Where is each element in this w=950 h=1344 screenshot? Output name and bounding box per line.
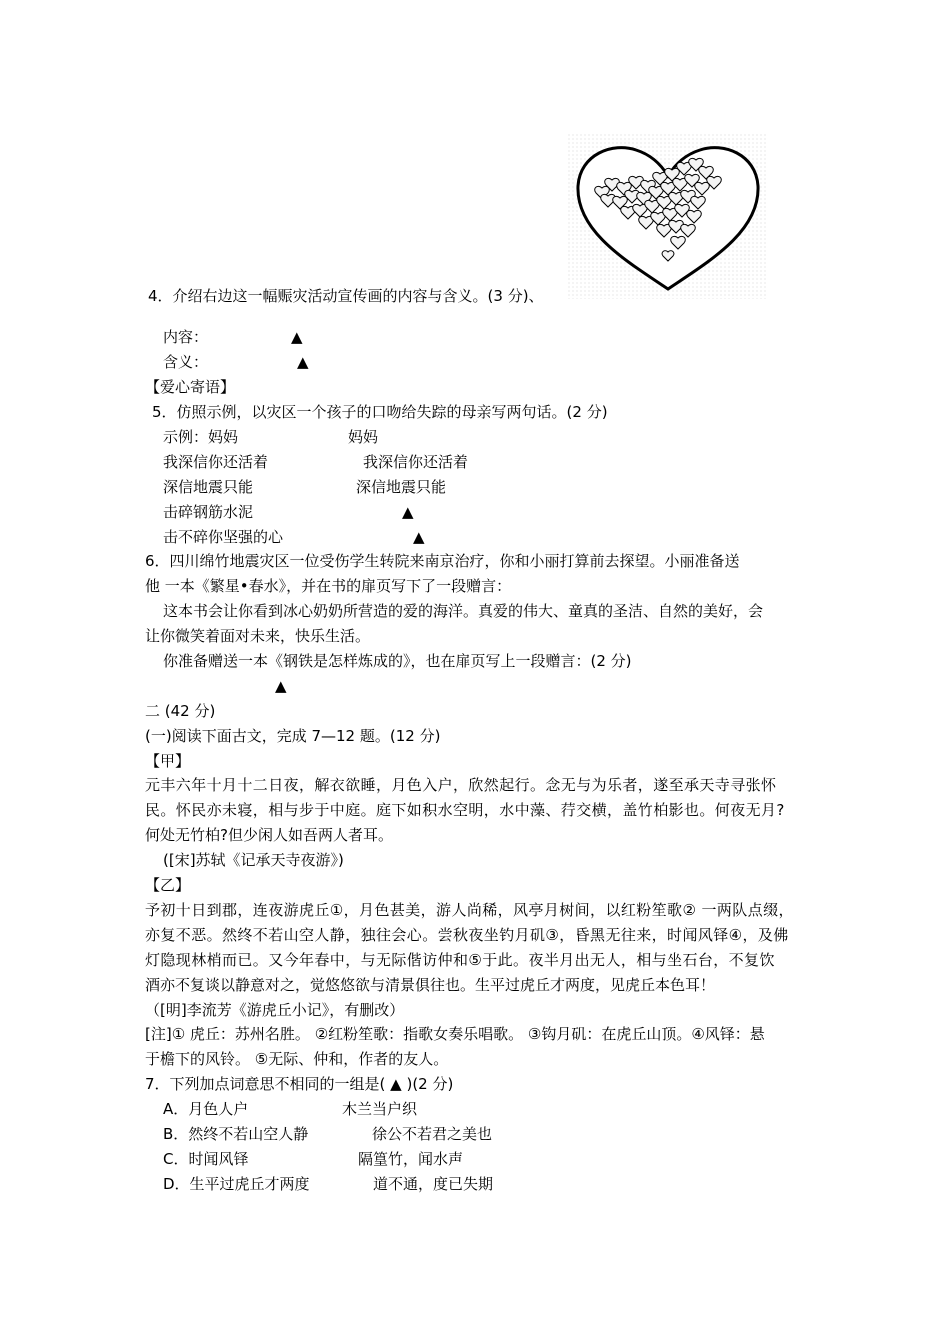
jia-heading: 【甲】 <box>145 752 191 770</box>
q7-option-c-compare: 隔篁竹，闻水声 <box>358 1150 464 1168</box>
q5-example-line: 击碎钢筋水泥 <box>163 503 254 521</box>
q7-option-d-compare: 道不通，度已失期 <box>373 1175 494 1193</box>
q6-quote: 这本书会让你看到冰心奶奶所营造的爱的海洋。真爱的伟大、童真的圣洁、自然的美好，会 <box>163 602 764 620</box>
heart-china-map-icon <box>568 134 768 299</box>
q7-option-a-compare: 木兰当户织 <box>342 1100 418 1118</box>
yi-text-line: 灯隐现林梢而已。又今年春中，与无际偕访仲和⑤于此。夜半月出无人，相与坐石台，不复饮 <box>145 951 775 969</box>
q6-stem: 他 一本《繁星•春水》，并在书的扉页写下了一段赠言： <box>145 577 512 595</box>
yi-text-line: 酒亦不复谈以静意对之，觉悠悠欲与清景俱往也。生平过虎丘才两度，见虎丘本色耳！ <box>145 976 716 994</box>
yi-text-line: 予初十日到郡，连夜游虎丘①，月色甚美，游人尚稀，风亭月树间，以红粉笙歌② 一两队点缀， <box>145 901 794 919</box>
q7-option-b-compare: 徐公不若君之美也 <box>372 1125 493 1143</box>
q4-content-label: 内容： <box>163 328 209 346</box>
part2-heading: 二 (42 分) <box>145 702 216 720</box>
notes: [注]① 虎丘：苏州名胜。 ②红粉笙歌：指歌女奏乐唱歌。 ③钩月矶：在虎丘山顶。④风铎：悬 <box>145 1025 765 1043</box>
notes: 于檐下的风铃。 ⑤无际、仲和，作者的友人。 <box>145 1050 449 1068</box>
q5-example-line: 击不碎你坚强的心 <box>163 528 284 546</box>
q7-stem: 7．下列加点词意思不相同的一组是( ▲ )(2 分) <box>145 1075 454 1093</box>
love-section-heading: 【爱心寄语】 <box>145 378 236 396</box>
q5-stem: 5．仿照示例，以灾区一个孩子的口吻给失踪的母亲写两句话。(2 分) <box>152 403 608 421</box>
yi-heading: 【乙】 <box>145 876 191 894</box>
q6-task: 你准备赠送一本《钢铁是怎样炼成的》，也在扉页写上一段赠言：(2 分) <box>163 652 632 670</box>
q5-answer-line: 我深信你还活着 <box>363 453 469 471</box>
q5-answer-line: 妈妈 <box>348 428 379 446</box>
q4-content-answer-mark[interactable]: ▲ <box>291 328 303 346</box>
jia-text-line: 元丰六年十月十二日夜，解衣欲睡，月色入户，欣然起行。念无与为乐者，遂至承天寺寻张怀 <box>145 776 777 794</box>
yi-text-line: 亦复不恶。然终不若山空人静，独往会心。尝秋夜坐钓月矶③，昏黑无往来，时闻风铎④，及佛 <box>145 926 789 944</box>
q4-meaning-answer-mark[interactable]: ▲ <box>297 353 309 371</box>
q5-answer-mark[interactable]: ▲ <box>402 503 414 521</box>
q5-example-line: 深信地震只能 <box>163 478 254 496</box>
q7-option-a[interactable]: A．月色人户 <box>163 1100 249 1118</box>
q6-quote: 让你微笑着面对未来，快乐生活。 <box>145 627 371 645</box>
q5-answer-mark[interactable]: ▲ <box>413 528 425 546</box>
q7-option-c[interactable]: C．时闻风铎 <box>163 1150 249 1168</box>
jia-text-line: 民。怀民亦未寝，相与步于中庭。庭下如积水空明，水中藻、荇交横，盖竹柏影也。何夜无月? <box>145 801 785 819</box>
q5-example-line: 我深信你还活着 <box>163 453 269 471</box>
part2-intro: (一)阅读下面古文，完成 7—12 题。(12 分) <box>145 727 441 745</box>
q7-option-b[interactable]: B．然终不若山空人静 <box>163 1125 309 1143</box>
q6-answer-mark[interactable]: ▲ <box>275 677 287 695</box>
q4-meaning-label: 含义： <box>163 353 209 371</box>
jia-text-line: 何处无竹柏?但少闲人如吾两人者耳。 <box>145 826 393 844</box>
q4-stem: 4．介绍右边这一幅赈灾活动宣传画的内容与含义。(3 分)、 <box>148 287 544 305</box>
jia-source: ([宋]苏轼《记承天寺夜游》) <box>163 851 344 869</box>
q7-option-d[interactable]: D．生平过虎丘才两度 <box>163 1175 310 1193</box>
yi-source: （[明]李流芳《游虎丘小记》，有删改） <box>145 1001 405 1019</box>
q5-answer-line: 深信地震只能 <box>356 478 447 496</box>
q6-stem: 6．四川绵竹地震灾区一位受伤学生转院来南京治疗，你和小丽打算前去探望。小丽准备送 <box>145 552 740 570</box>
q5-example-line: 示例：妈妈 <box>163 428 239 446</box>
